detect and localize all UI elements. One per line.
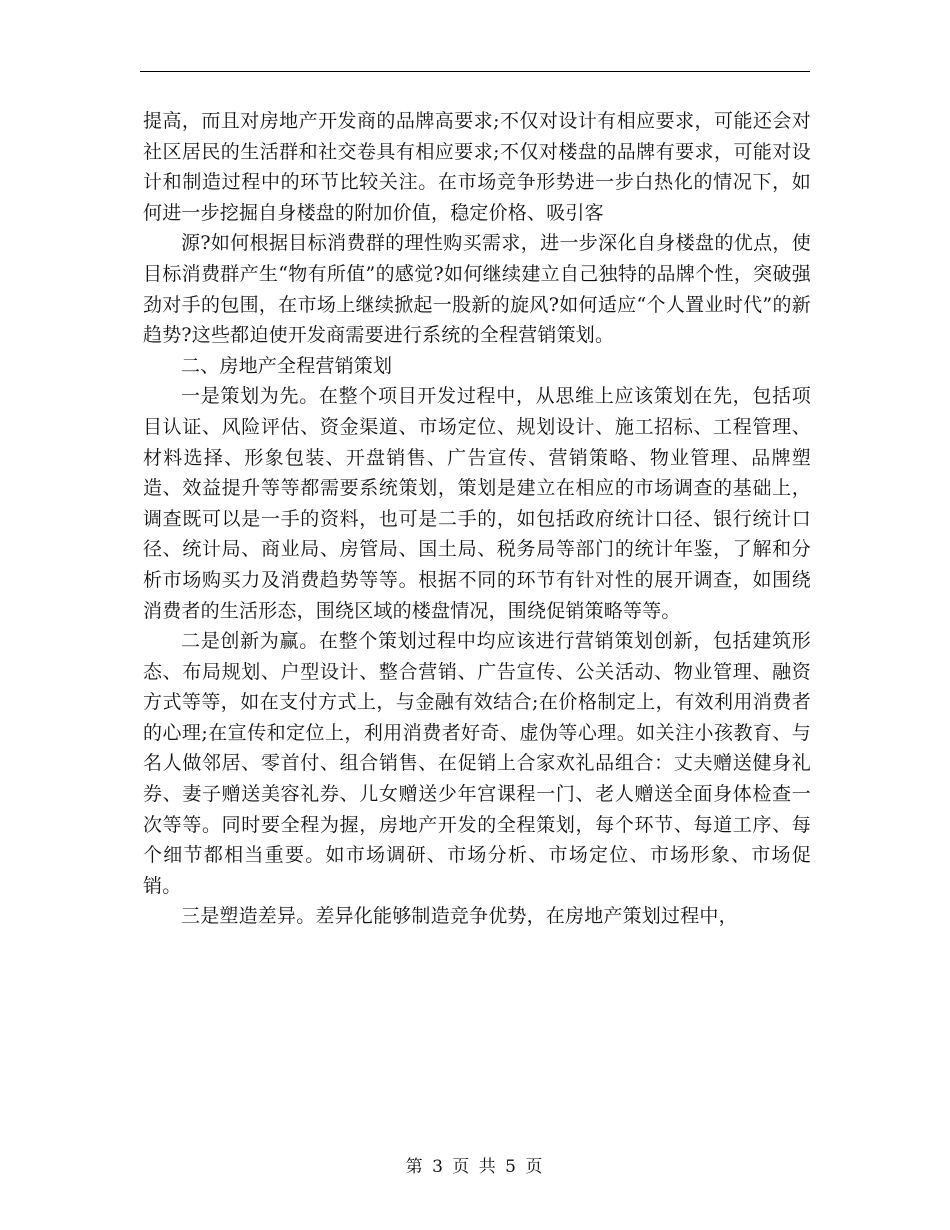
paragraph-4: 二是创新为赢。在整个策划过程中均应该进行营销策划创新，包括建筑形态、布局规划、户型设计、整合营销、广告宣传、公关活动、物业管理、融资方式等等，如在支付方式上，与金融有效结合;在价格制定上，有效利用消费者的心理;在宣传和定位上，利用消费者好奇、虚伪等心理。如关注小孩教育、与名人做邻居、零首付、组合销售、在促销上合家欢礼品组合：丈夫赠送健身礼券、妻子赠送美容礼券、儿女赠送少年宫课程一门、老人赠送全面身体检查一次等等。同时要全程为握，房地产开发的全程策划，每个环节、每道工序、每个细节都相当重要。如市场调研、市场分析、市场定位、市场形象、市场促销。 — [143, 630, 811, 897]
paragraph-1: 提高，而且对房地产开发商的品牌高要求;不仅对设计有相应要求，可能还会对社区居民的生活群和社交卷具有相应要求;不仅对楼盘的品牌有要求，可能对设计和制造过程中的环节比较关注。在市场竞争形势进一步白热化的情况下，如何进一步挖掘自身楼盘的附加价值，稳定价格、吸引客 — [143, 110, 811, 224]
body-text — [143, 106, 811, 932]
section-heading: 二、房地产全程营销策划 — [181, 354, 393, 377]
header-rule — [140, 71, 810, 72]
page-number: 第 3 页 共 5 页 — [405, 1157, 545, 1177]
paragraph-3: 一是策划为先。在整个项目开发过程中，从思维上应该策划在先，包括项目认证、风险评估、资金渠道、市场定位、规划设计、施工招标、工程管理、材料选择、形象包装、开盘销售、广告宣传、营销策略、物业管理、品牌塑造、效益提升等等都需要系统策划，策划是建立在相应的市场调查的基础上，调查既可以是一手的资料，也可是二手的，如包括政府统计口径、银行统计口径、统计局、商业局、房管局、国土局、税务局等部门的统计年鉴，了解和分析市场购买力及消费趋势等等。根据不同的环节有针对性的展开调查，如围绕消费者的生活形态，围绕区域的楼盘情况，围绕促销策略等等。 — [143, 385, 811, 622]
paragraph-5: 三是塑造差异。差异化能够制造竞争优势，在房地产策划过程中， — [181, 905, 738, 928]
paragraph-2: 源?如何根据目标消费群的理性购买需求，进一步深化自身楼盘的优点，使目标消费群产生“物有所值”的感觉?如何继续建立自己独特的品牌个性，突破强劲对手的包围，在市场上继续掀起一股新的旋风?如何适应“个人置业时代”的新趋势?这些都迫使开发商需要进行系统的全程营销策划。 — [143, 232, 811, 347]
page-footer — [0, 1152, 950, 1177]
